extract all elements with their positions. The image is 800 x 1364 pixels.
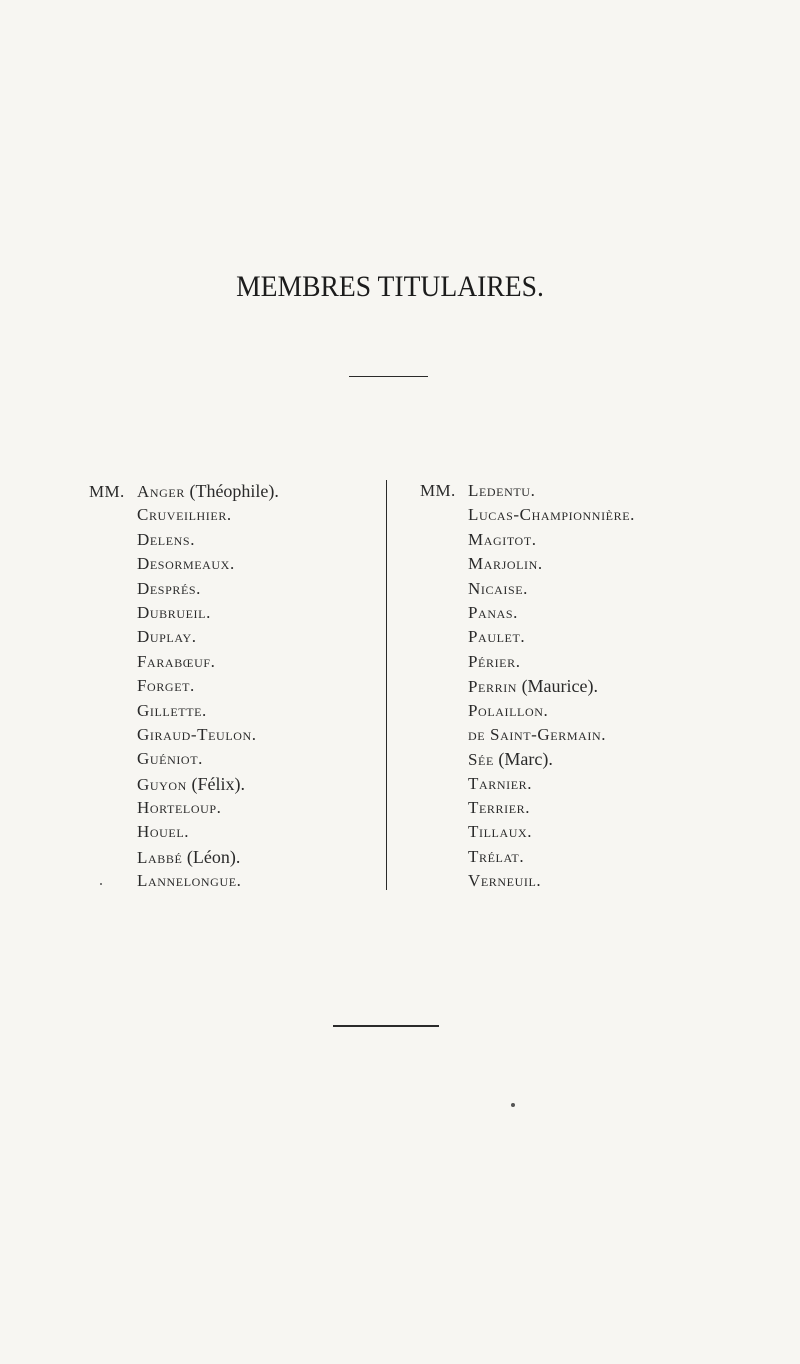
member-entry (420, 796, 635, 820)
member-name: Farabœuf. (137, 651, 216, 671)
member-entry (420, 650, 635, 674)
member-name: Lucas-Championnière. (468, 505, 635, 525)
member-entry (420, 845, 635, 869)
member-name: Polaillon. (468, 700, 549, 720)
member-name: Delens. (137, 529, 196, 549)
member-name: Houel. (137, 822, 190, 842)
member-qualifier: (Léon). (182, 846, 241, 867)
member-entry (89, 552, 279, 576)
member-entry (89, 699, 279, 723)
member-name: Trélat. (468, 846, 525, 866)
member-qualifier: (Félix). (186, 773, 245, 794)
member-entry (420, 625, 635, 649)
member-entry (89, 723, 279, 747)
member-name: Magitot. (468, 529, 537, 549)
member-name: Després. (137, 578, 202, 598)
member-name: Anger (137, 482, 185, 501)
member-entry (89, 577, 279, 601)
member-entry (89, 747, 279, 771)
member-entry (89, 528, 279, 552)
member-entry (420, 674, 635, 698)
member-name: Périer. (468, 651, 521, 671)
member-name: Guyon (137, 774, 187, 794)
column-divider-rule (386, 480, 387, 890)
member-name: Horteloup. (137, 798, 222, 818)
member-name: Guéniot. (137, 749, 203, 769)
member-entry (89, 772, 279, 796)
member-entry (420, 723, 635, 747)
member-entry (420, 479, 635, 503)
closing-rule (333, 1025, 439, 1027)
member-entry (89, 503, 279, 527)
title-divider-rule (349, 376, 428, 377)
member-name: Duplay. (137, 627, 197, 647)
member-entry (89, 625, 279, 649)
member-entry (420, 503, 635, 527)
member-name: Cruveilhier. (137, 505, 232, 525)
member-entry (89, 820, 279, 844)
member-name: de Saint-Germain. (468, 724, 607, 744)
honorific-prefix: MM. (420, 481, 456, 500)
member-entry (420, 820, 635, 844)
member-name: Marjolin. (468, 554, 543, 574)
member-entry (89, 796, 279, 820)
member-entry (89, 869, 279, 893)
member-name: Terrier. (468, 798, 531, 818)
honorific-prefix: MM. (89, 482, 125, 501)
member-entry (89, 650, 279, 674)
member-entry (420, 699, 635, 723)
ink-speck (100, 883, 102, 885)
member-entry (89, 601, 279, 625)
member-name: Labbé (137, 847, 183, 867)
member-entry (89, 674, 279, 698)
member-name: Ledentu. (468, 481, 536, 500)
ink-speck (511, 1103, 515, 1107)
member-entry (420, 869, 635, 893)
member-entry (89, 479, 279, 503)
member-name: Desormeaux. (137, 554, 235, 574)
member-qualifier: (Maurice). (517, 676, 599, 697)
member-name: Dubrueil. (137, 602, 211, 622)
member-entry (420, 601, 635, 625)
page-title: MEMBRES TITULAIRES. (236, 270, 544, 303)
member-name: Nicaise. (468, 578, 528, 598)
member-entry (420, 577, 635, 601)
member-name: Sée (468, 750, 494, 770)
member-name: Forget. (137, 676, 195, 696)
member-name: Tarnier. (468, 773, 533, 793)
member-entry (420, 528, 635, 552)
member-entry (89, 845, 279, 869)
member-entry (420, 747, 635, 771)
members-list-left (89, 479, 279, 894)
member-name: Perrin (468, 677, 518, 697)
members-list-right (420, 479, 635, 894)
member-name: Gillette. (137, 700, 207, 720)
member-name: Panas. (468, 602, 518, 622)
member-qualifier: (Marc). (493, 749, 553, 770)
member-name: Paulet. (468, 627, 526, 647)
member-entry (420, 772, 635, 796)
member-entry (420, 552, 635, 576)
member-name: Giraud-Teulon. (137, 724, 257, 744)
member-name: Tillaux. (468, 822, 533, 842)
member-name: Verneuil. (468, 871, 542, 891)
member-name: Lannelongue. (137, 871, 242, 891)
member-qualifier: (Théophile). (184, 481, 279, 501)
